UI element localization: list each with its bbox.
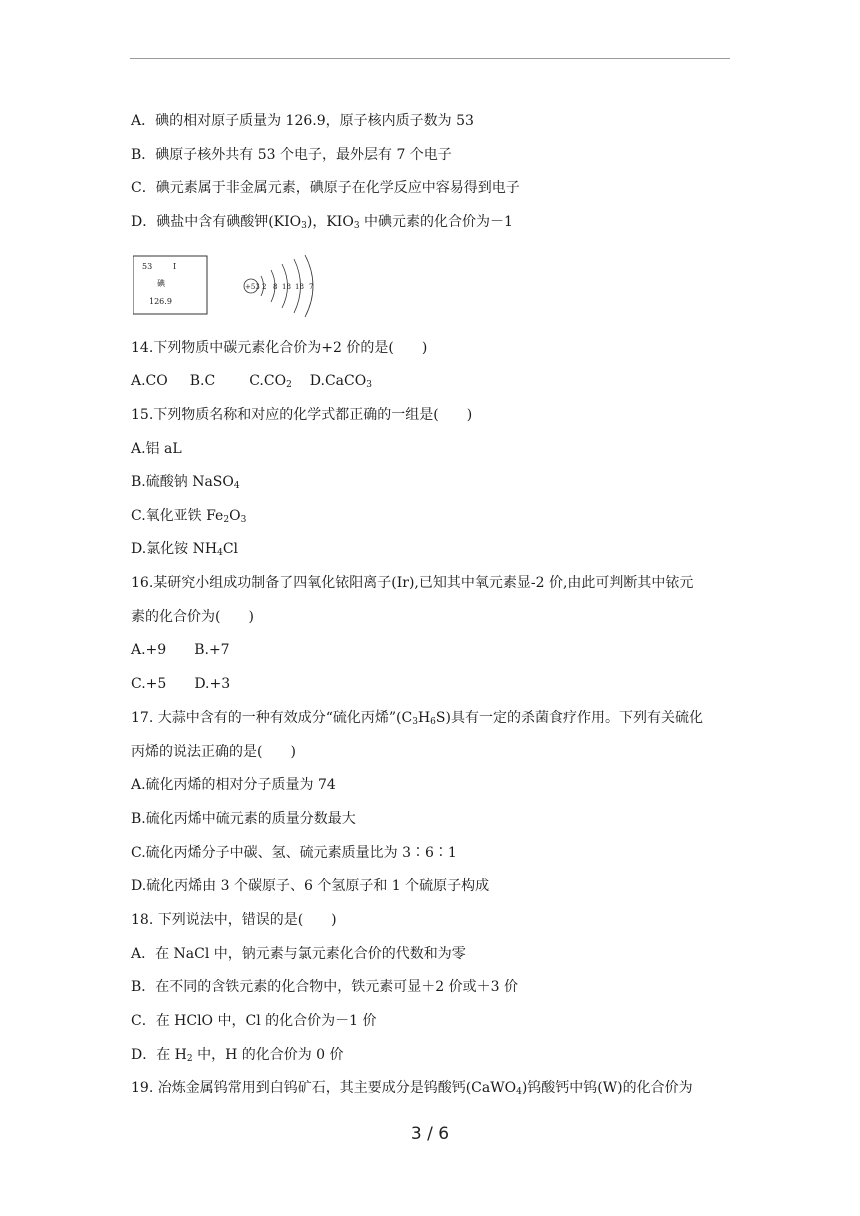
nucleus-charge: +53	[245, 283, 260, 291]
q13-option-b: B．碘原子核外共有 53 个电子，最外层有 7 个电子	[131, 147, 452, 163]
q16-option-b: B.+7	[194, 642, 230, 658]
q14-option-b: B.C	[189, 373, 216, 389]
shell-count-5: 7	[309, 283, 314, 291]
element-symbol: I	[173, 262, 177, 271]
shell-count-3: 18	[282, 283, 291, 291]
q16-stem-line2: 素的化合价为( )	[131, 609, 254, 625]
q17-stem-line2: 丙烯的说法正确的是( )	[131, 744, 296, 760]
q16-options-row1	[131, 640, 230, 660]
q16-option-c: C.+5	[131, 676, 167, 692]
q13-option-d: D．碘盐中含有碘酸钾$(KIO_3)$，$KIO_3$ 中碘元素的化合价为－1	[131, 214, 513, 231]
q15-option-d: D.氯化铵 $NH_4Cl$	[131, 541, 239, 558]
q17-option-c: C.硫化丙烯分子中碳、氢、硫元素质量比为 3∶6∶1	[131, 845, 457, 861]
q17-option-b: B.硫化丙烯中硫元素的质量分数最大	[131, 811, 356, 827]
q18-option-c: C．在 HClO 中，Cl 的化合价为－1 价	[131, 1013, 377, 1029]
element-number: 53	[142, 262, 153, 271]
q14-stem: 14.下列物质中碳元素化合价为+2 价的是( )	[131, 340, 428, 356]
q17-stem-line1: 17. 大蒜中含有的一种有效成分“硫化丙烯$”(C_3H_6S)$具有一定的杀菌食疗作用。下列有关硫化	[131, 710, 703, 727]
element-mass: 126.9	[149, 297, 172, 306]
q14-option-c: $C.CO_2$	[249, 373, 292, 390]
q13-option-c: C．碘元素属于非金属元素，碘原子在化学反应中容易得到电子	[131, 180, 520, 196]
q18-stem: 18. 下列说法中，错误的是( )	[131, 912, 337, 928]
page-number: 3 / 6	[410, 1124, 450, 1144]
iodine-figure	[133, 254, 333, 320]
q16-stem-line1: 16.某研究小组成功制备了四氧化铱阳离子(Ir),已知其中氧元素显-2 价,由此可判断其中铱元	[131, 575, 694, 591]
q18-option-b: B．在不同的含铁元素的化合物中，铁元素可显＋2 价或＋3 价	[131, 979, 519, 995]
q13-option-a: A．碘的相对原子质量为 126.9，原子核内质子数为 53	[131, 113, 474, 129]
shell-count-2: 8	[273, 283, 278, 291]
q15-stem: 15.下列物质名称和对应的化学式都正确的一组是( )	[131, 407, 473, 423]
q16-option-a: A.+9	[131, 642, 167, 658]
q14-option-d: D.CaCO$_3$	[309, 373, 372, 390]
header-rule	[130, 58, 730, 59]
q14-option-a: A.CO	[131, 373, 168, 389]
shell-count-4: 18	[295, 283, 304, 291]
element-name: 碘	[157, 279, 165, 288]
q15-option-a: A.铝 aL	[131, 441, 182, 457]
q15-option-c: C.氧化亚铁 $Fe_2O_3$	[131, 508, 247, 525]
q19-stem: 19. 冶炼金属钨常用到白钨矿石，其主要成分是钨酸钙(CaWO$_4$)钨酸钙中钨(W)的化合价为	[131, 1080, 693, 1097]
q15-option-b: B.硫酸钠 NaSO$_4$	[131, 474, 240, 491]
q17-option-d: D.硫化丙烯由 3 个碳原子、6 个氢原子和 1 个硫原子构成	[131, 878, 490, 894]
q18-option-d: D．在 $H_2$ 中，H 的化合价为 0 价	[131, 1047, 344, 1064]
q16-options-row2	[131, 674, 230, 694]
q16-option-d: D.+3	[194, 676, 231, 692]
q14-options	[131, 371, 372, 391]
shell-count-1: 2	[262, 283, 267, 291]
q18-option-a: A．在 NaCl 中，钠元素与氯元素化合价的代数和为零	[131, 946, 466, 962]
q17-option-a: A.硫化丙烯的相对分子质量为 74	[131, 777, 336, 793]
